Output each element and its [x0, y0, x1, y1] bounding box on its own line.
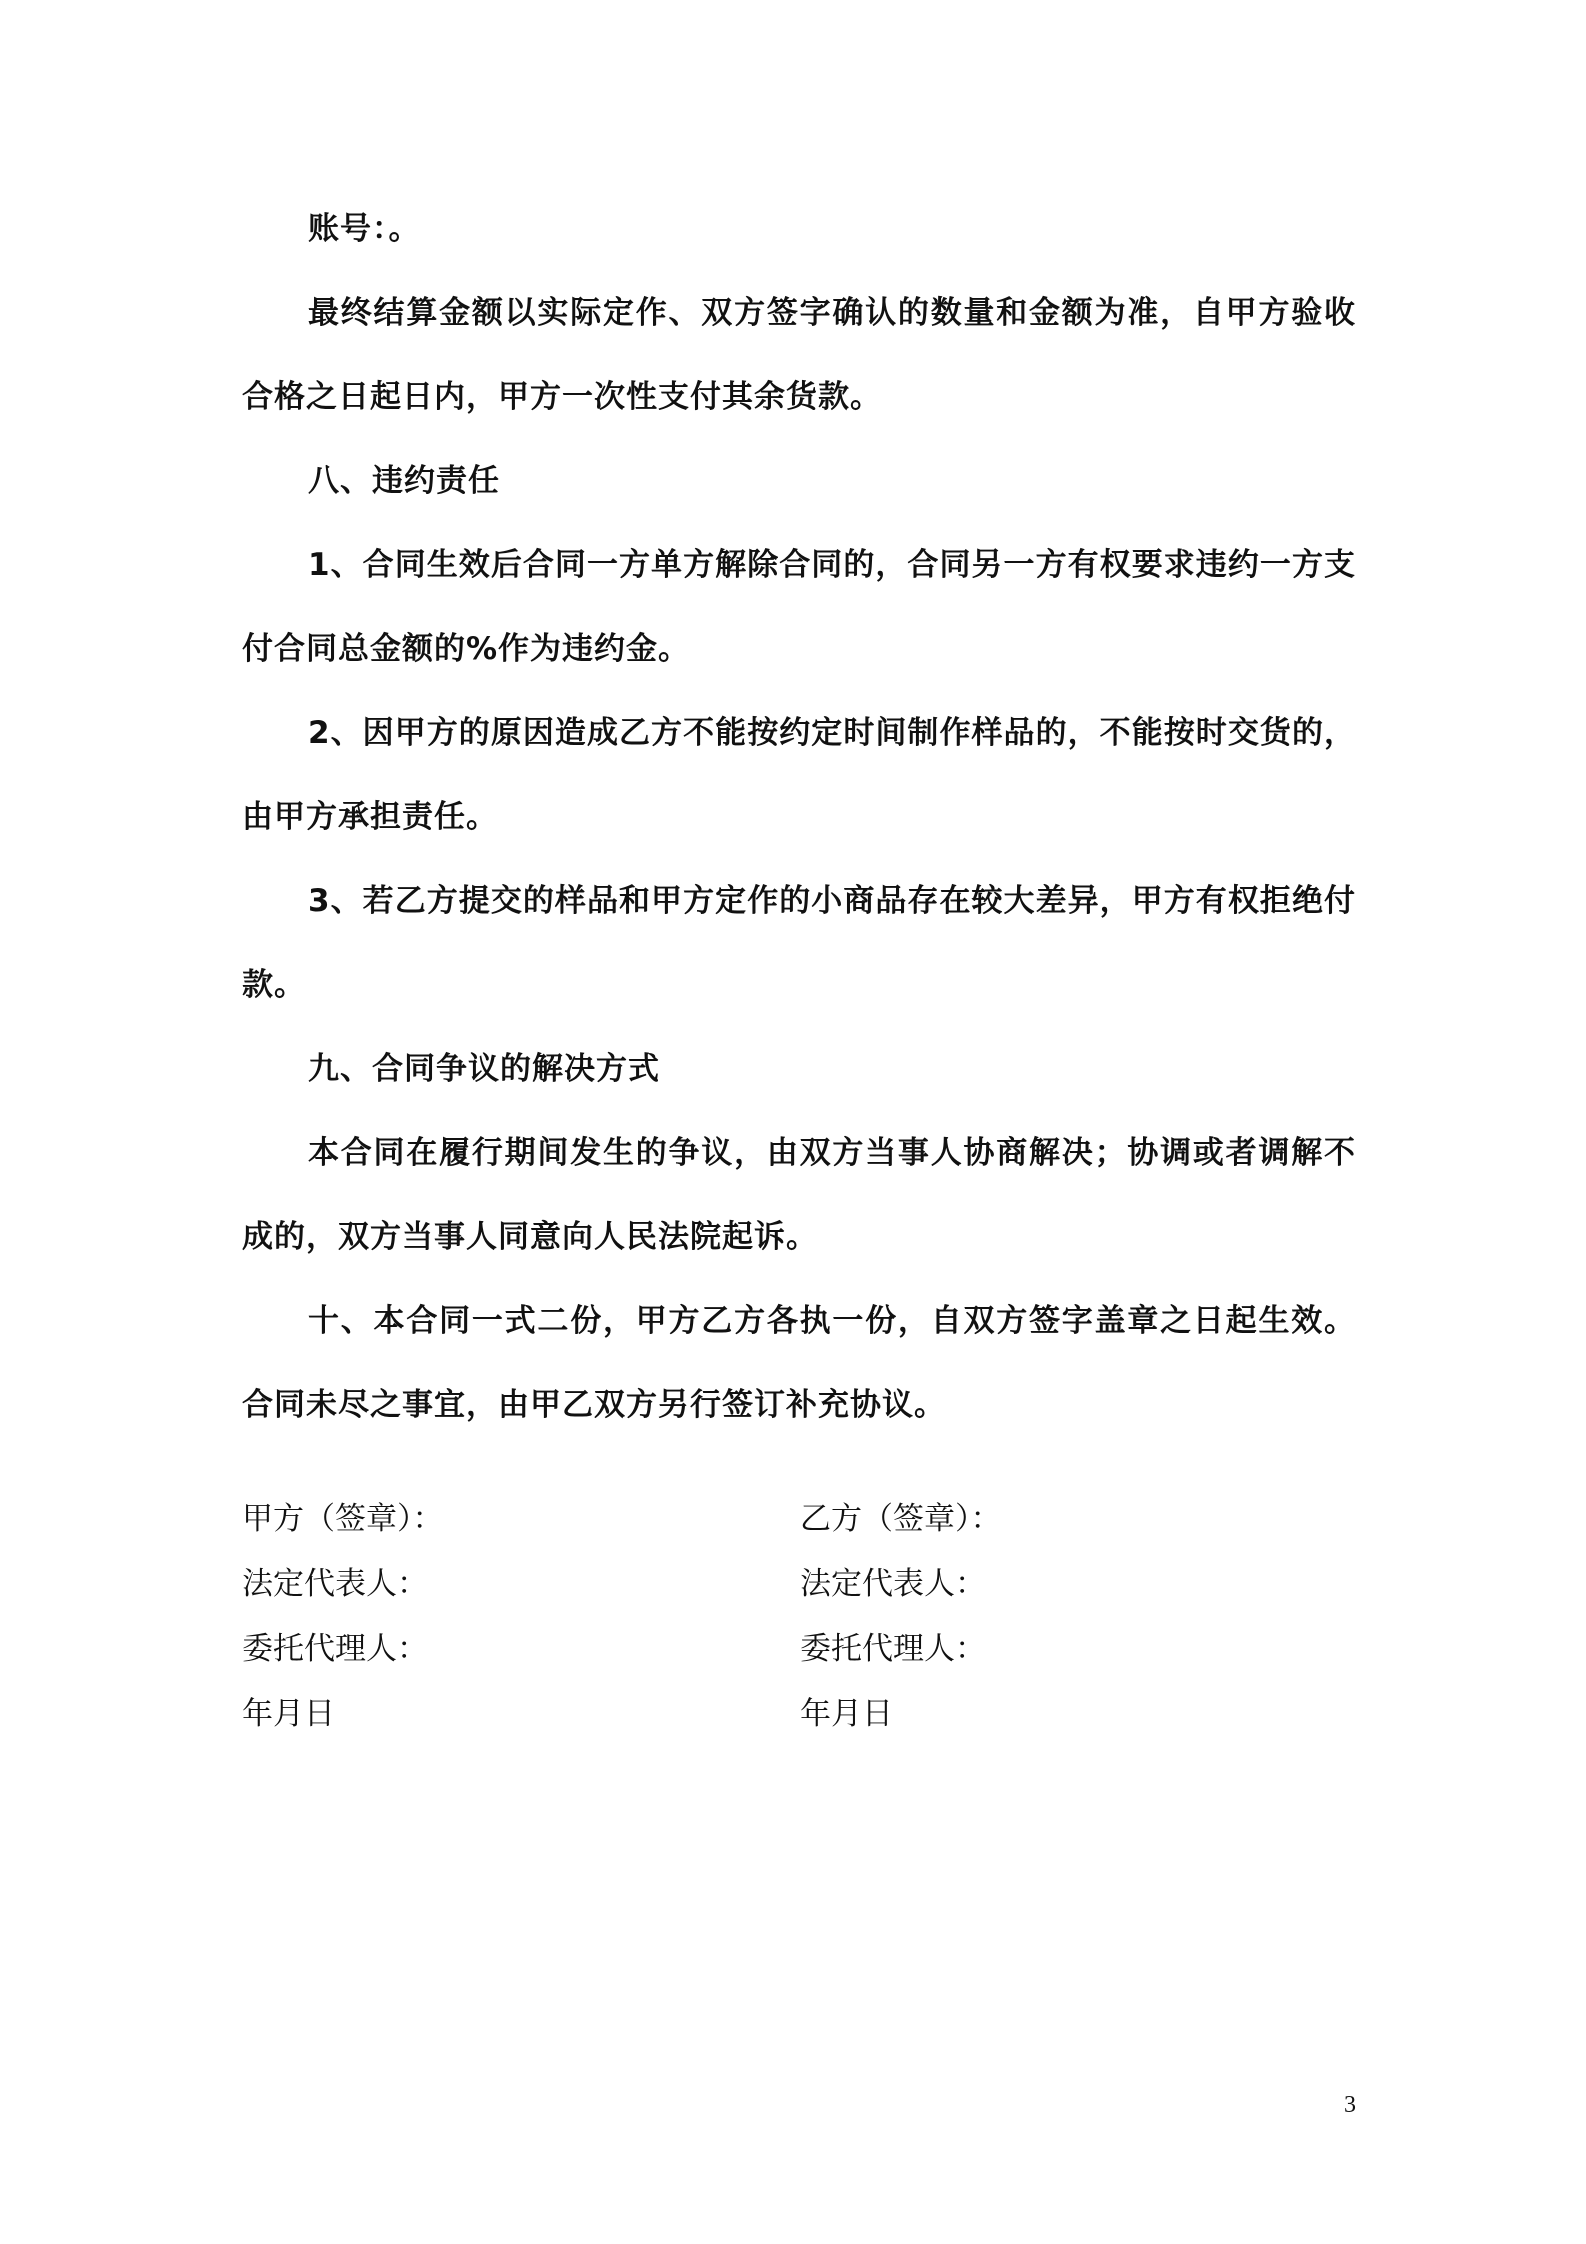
- breach-clause-3: 3、若乙方提交的样品和甲方定作的小商品存在较大差异，甲方有权拒绝付款。: [242, 883, 1356, 1003]
- section-ten-paragraph: 十、本合同一式二份，甲方乙方各执一份，自双方签字盖章之日起生效。合同未尽之事宜，由甲乙双方另行签订补充协议。: [242, 1303, 1356, 1423]
- section-heading-breach: 八、违约责任: [308, 463, 500, 499]
- party-b-signature-block: [800, 1487, 1002, 1747]
- party-a-signature-block: [242, 1487, 444, 1747]
- account-line: 账号：。: [308, 211, 421, 247]
- party-a-agent-label: 委托代理人：: [242, 1631, 428, 1667]
- party-a-legal-rep-label: 法定代表人：: [242, 1566, 428, 1602]
- page-number: 3: [1344, 2092, 1356, 2118]
- section-heading-dispute: 九、合同争议的解决方式: [308, 1051, 660, 1087]
- party-a-seal-label: 甲方（签章）：: [242, 1501, 444, 1537]
- party-b-legal-rep-label: 法定代表人：: [800, 1566, 986, 1602]
- party-b-agent-label: 委托代理人：: [800, 1631, 986, 1667]
- breach-clause-1: 1、合同生效后合同一方单方解除合同的，合同另一方有权要求违约一方支付合同总金额的%作为违约金。: [242, 547, 1356, 667]
- contract-body: [242, 187, 1356, 1447]
- dispute-paragraph: 本合同在履行期间发生的争议，由双方当事人协商解决；协调或者调解不成的，双方当事人同意向人民法院起诉。: [242, 1135, 1356, 1255]
- breach-clause-2: 2、因甲方的原因造成乙方不能按约定时间制作样品的，不能按时交货的，由甲方承担责任。: [242, 715, 1356, 835]
- party-b-seal-label: 乙方（签章）：: [800, 1501, 1002, 1537]
- party-a-date-label: 年月日: [242, 1696, 335, 1732]
- party-b-date-label: 年月日: [800, 1696, 893, 1732]
- settlement-paragraph: 最终结算金额以实际定作、双方签字确认的数量和金额为准，自甲方验收合格之日起日内，甲方一次性支付其余货款。: [242, 295, 1356, 415]
